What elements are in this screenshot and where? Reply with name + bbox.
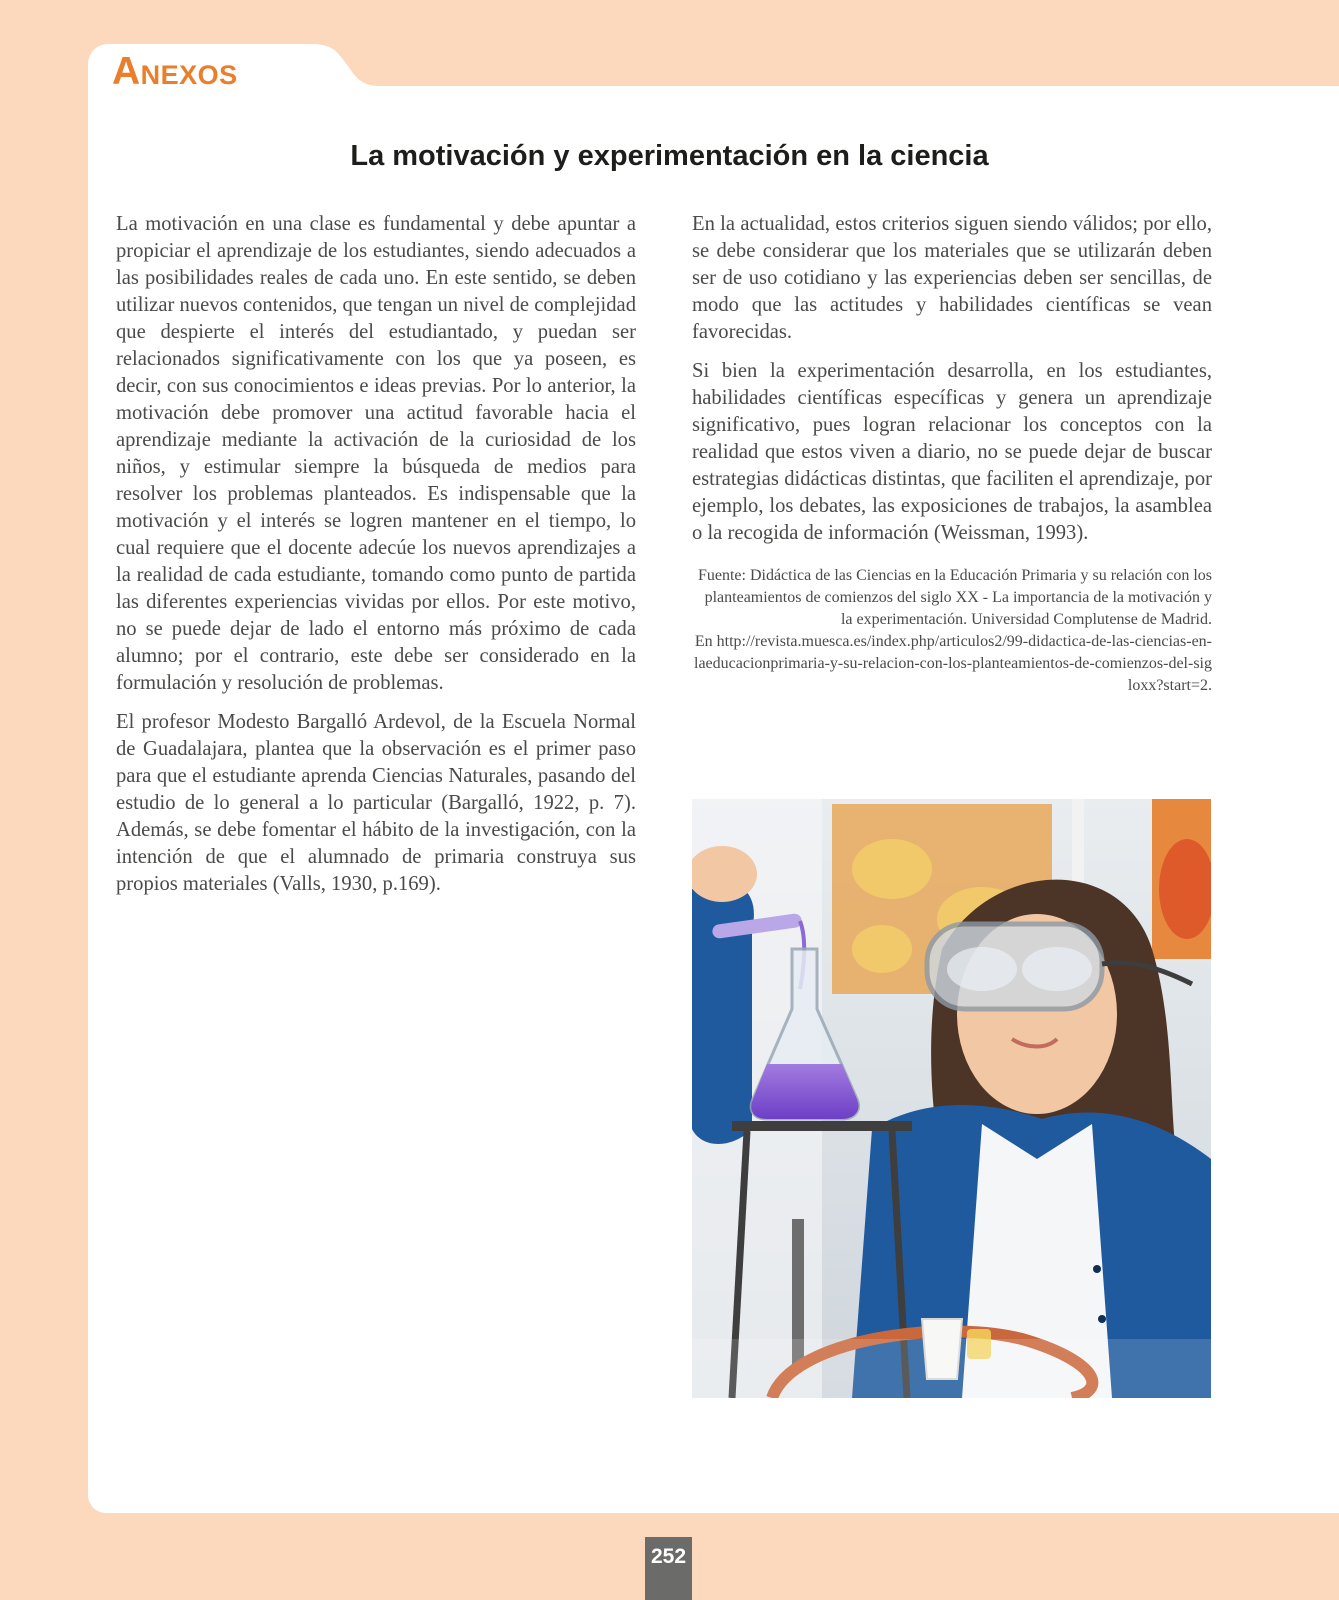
paragraph: Si bien la experimentación desarrolla, en los estudiantes, habilidades científicas específicas y genera un aprendizaje significativo, pues logran relacionar los conceptos con la realidad que estos viven a diario, no se puede dejar de buscar estrategias didácticas distintas, que faciliten el aprendizaje, por ejemplo, los debates, las exposiciones de trabajos, la asamblea o la recogida de información (Weissman, 1993). (692, 360, 1212, 544)
student-experiment-photo (692, 799, 1211, 1398)
source-citation (692, 565, 1212, 697)
section-tab-curve (310, 44, 380, 88)
paragraph: El profesor Modesto Bargalló Ardevol, de la Escuela Normal de Guadalajara, plantea que la observación es el primer paso para que el estudiante aprenda Ciencias Naturales, pasando del estudio de lo general a lo particular (Bargalló, 1922, p. 7). Además, se debe fomentar el hábito de la investigación, con la intención de que el alumnado de primaria construya sus propios materiales (Valls, 1930, p.169). (116, 711, 636, 895)
paragraph: La motivación en una clase es fundamental y debe apuntar a propiciar el aprendizaje de los estudiantes, siendo adecuados a las posibilidades reales de cada uno. En este sentido, se deben utilizar nuevos contenidos, que tengan un nivel de complejidad que despierte el interés del estudiantado, y puedan ser relacionados significativamente con los que ya poseen, es decir, con sus conocimientos e ideas previas. Por lo anterior, la motivación debe promover una actitud favorable hacia el aprendizaje mediante la activación de la curiosidad de los niños, y estimular siempre la búsqueda de medios para resolver los problemas planteados. Es indispensable que la motivación y el interés se logren mantener en el tiempo, lo cual requiere que el docente adecúe los nuevos aprendizajes a la realidad de cada estudiante, tomando como punto de partida las diferentes experiencias vividas por ellos. Por este motivo, no se puede dejar de lado el entorno más próximo de cada alumno; por el contrario, este debe ser considerado en la formulación y resolución de problemas. (116, 213, 636, 694)
section-label: Anexos (112, 50, 238, 93)
left-column (116, 211, 636, 910)
page-number: 252 (645, 1537, 692, 1600)
paragraph: En la actualidad, estos criterios siguen siendo válidos; por ello, se debe considerar que los materiales que se utilizarán deben ser de uso cotidiano y las experiencias deben ser sencillas, de modo que las actitudes y habilidades científicas se vean favorecidas. (692, 213, 1212, 343)
photo-illustration (692, 799, 1211, 1398)
source-text: Fuente: Didáctica de las Ciencias en la Educación Primaria y su relación con los planteamientos de comienzos del siglo XX - La importancia de la motivación y la experimentación. Universidad Complutense de Madrid. (697, 567, 1212, 628)
source-url: En http://revista.muesca.es/index.php/articulos2/99-didactica-de-las-ciencias-en-laeducacionprimaria-y-su-relacion-con-los-planteamientos-de-comienzos-del-sigloxx?start=2. (694, 633, 1212, 694)
article-title: La motivación y experimentación en la ciencia (350, 140, 989, 172)
right-column (692, 211, 1212, 697)
